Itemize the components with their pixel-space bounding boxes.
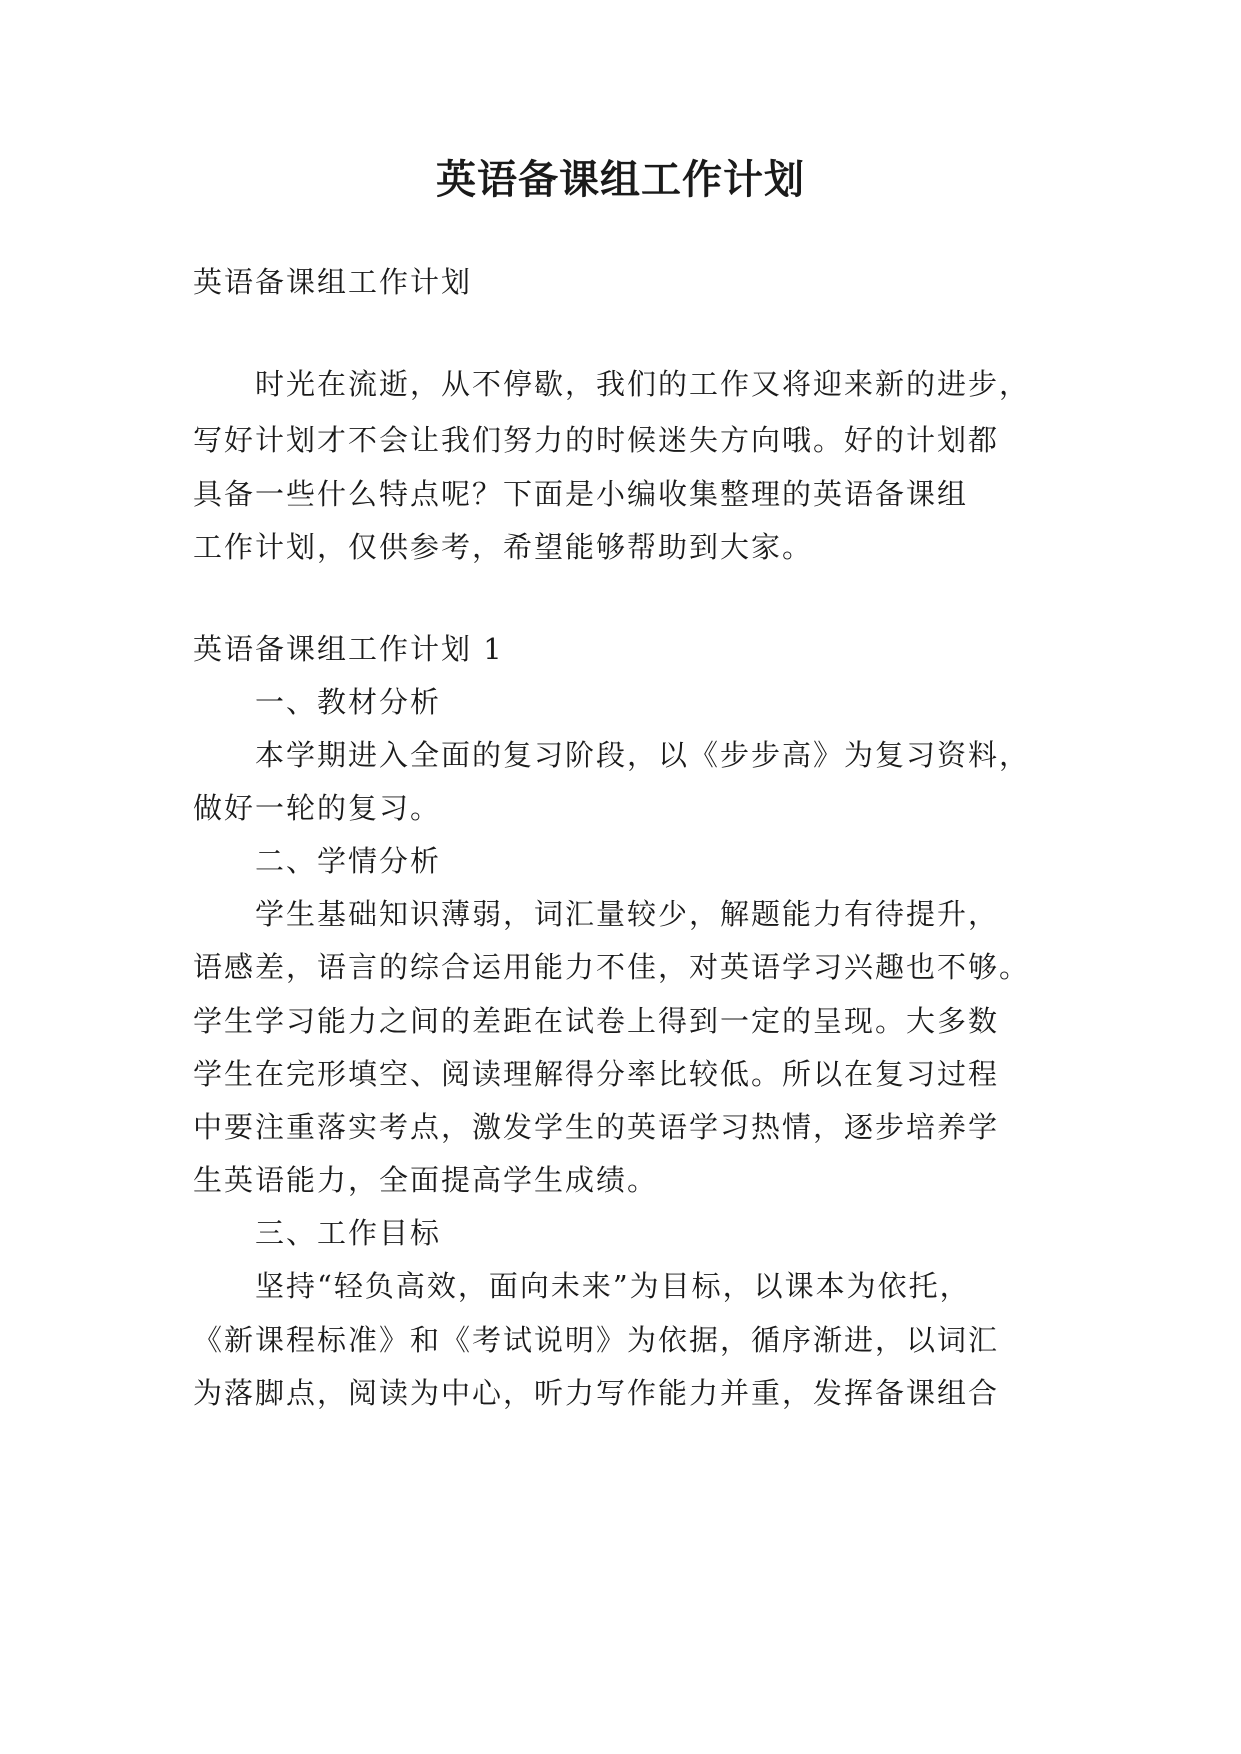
- section-students-line-5: 中要注重落实考点，激发学生的英语学习热情，逐步培养学: [193, 1110, 1000, 1144]
- section-students-line-3: 学生学习能力之间的差距在试卷上得到一定的呈现。大多数: [193, 1004, 1000, 1038]
- section-goals-line-1: 坚持“轻负高效，面向未来”为目标，以课本为依托，: [255, 1269, 971, 1303]
- section-heading-goals: 三、工作目标: [255, 1216, 442, 1250]
- section-students-line-4: 学生在完形填空、阅读理解得分率比较低。所以在复习过程: [193, 1057, 1000, 1091]
- intro-line-2: 写好计划才不会让我们努力的时候迷失方向哦。好的计划都: [193, 423, 1000, 457]
- section-students-line-2: 语感差，语言的综合运用能力不佳，对英语学习兴趣也不够。: [193, 950, 1031, 984]
- intro-line-1: 时光在流逝，从不停歇，我们的工作又将迎来新的进步，: [255, 367, 1031, 401]
- section-heading-students: 二、学情分析: [255, 844, 442, 878]
- document-title: 英语备课组工作计划: [436, 156, 805, 203]
- plan-heading: 英语备课组工作计划 1: [193, 632, 504, 666]
- intro-line-4: 工作计划，仅供参考，希望能够帮助到大家。: [193, 530, 814, 564]
- section-materials-line-1: 本学期进入全面的复习阶段，以《步步高》为复习资料，: [255, 738, 1031, 772]
- section-heading-materials: 一、教材分析: [255, 685, 442, 719]
- section-materials-line-2: 做好一轮的复习。: [193, 791, 442, 825]
- section-students-line-1: 学生基础知识薄弱，词汇量较少，解题能力有待提升，: [255, 897, 1000, 931]
- section-students-line-6: 生英语能力，全面提高学生成绩。: [193, 1163, 659, 1197]
- intro-line-3: 具备一些什么特点呢？下面是小编收集整理的英语备课组: [193, 477, 969, 511]
- section-goals-line-2: 《新课程标准》和《考试说明》为依据，循序渐进，以词汇: [193, 1323, 1000, 1357]
- section-goals-line-3: 为落脚点，阅读为中心，听力写作能力并重，发挥备课组合: [193, 1376, 1000, 1410]
- document-subtitle: 英语备课组工作计划: [193, 265, 473, 299]
